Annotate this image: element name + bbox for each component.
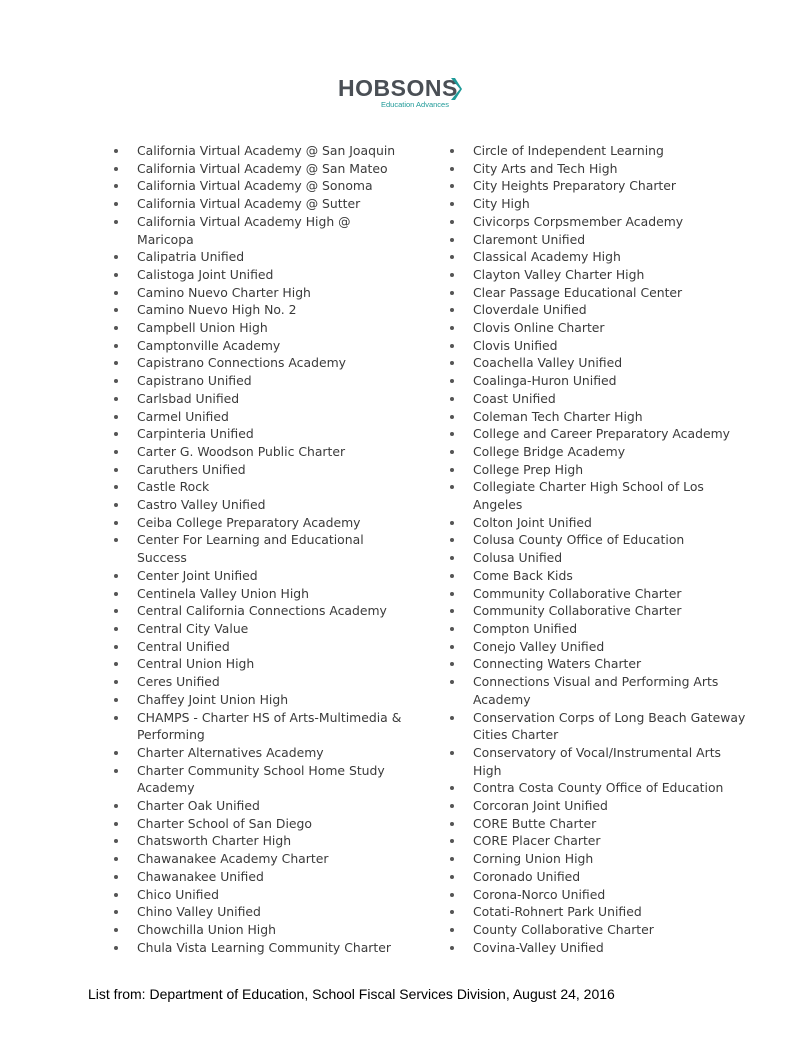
bullet-icon — [114, 308, 118, 312]
list-item — [112, 709, 402, 744]
list-item — [448, 231, 748, 249]
bullet-icon — [450, 308, 454, 312]
school-name: Circle of Independent Learning — [473, 143, 664, 158]
list-item — [448, 160, 748, 178]
bullet-icon — [114, 804, 118, 808]
school-name: Chula Vista Learning Community Charter — [137, 939, 391, 955]
bullet-icon — [114, 167, 118, 171]
bullet-icon — [114, 521, 118, 525]
bullet-icon — [450, 928, 454, 932]
list-item — [448, 709, 748, 744]
bullet-icon — [114, 149, 118, 153]
school-name: California Virtual Academy @ Sonoma — [137, 178, 373, 194]
bullet-icon — [114, 751, 118, 755]
school-name: Clayton Valley Charter High — [473, 266, 645, 282]
hobsons-logo — [338, 74, 468, 114]
list-item — [112, 815, 402, 833]
list-item — [112, 531, 402, 566]
school-name: Contra Costa County Office of Education — [473, 780, 724, 796]
bullet-icon — [450, 946, 454, 950]
school-name: Charter School of San Diego — [137, 815, 312, 831]
bullet-icon — [114, 716, 118, 720]
bullet-icon — [114, 184, 118, 188]
school-name: Chawanakee Academy Charter — [137, 851, 329, 867]
school-name: Carlsbad Unified — [137, 390, 240, 406]
bullet-icon — [450, 255, 454, 259]
bullet-icon — [450, 751, 454, 755]
list-item — [112, 868, 402, 886]
school-name: Carpinteria Unified — [137, 426, 254, 442]
bullet-icon — [114, 574, 118, 578]
school-name: California Virtual Academy @ San Joaquin — [137, 143, 396, 158]
bullet-icon — [114, 592, 118, 596]
bullet-icon — [114, 202, 118, 206]
school-name: Coleman Tech Charter High — [473, 408, 643, 424]
list-item — [112, 496, 402, 514]
school-name: Community Collaborative Charter — [473, 603, 682, 619]
school-name: Coast Unified — [473, 390, 556, 406]
list-item — [112, 354, 402, 372]
bullet-icon — [450, 662, 454, 666]
bullet-icon — [114, 645, 118, 649]
school-name: Come Back Kids — [473, 567, 573, 583]
school-name: Conservatory of Vocal/Instrumental Arts High — [473, 744, 722, 778]
school-name: Capistrano Connections Academy — [137, 355, 346, 371]
list-item — [112, 461, 402, 479]
list-item — [112, 514, 402, 532]
bullet-icon — [114, 220, 118, 224]
school-name: Chaffey Joint Union High — [137, 691, 289, 707]
list-item — [448, 514, 748, 532]
list-item — [448, 531, 748, 549]
list-item — [448, 850, 748, 868]
school-name: Colusa County Office of Education — [473, 532, 685, 548]
school-name: Castro Valley Unified — [137, 497, 266, 513]
school-name: Coachella Valley Unified — [473, 355, 623, 371]
list-item — [112, 921, 402, 939]
bullet-icon — [450, 538, 454, 542]
bullet-icon — [450, 450, 454, 454]
bullet-icon — [114, 875, 118, 879]
bullet-icon — [450, 238, 454, 242]
bullet-icon — [450, 521, 454, 525]
list-item — [112, 266, 402, 284]
list-item — [112, 762, 402, 797]
list-item — [448, 354, 748, 372]
bullet-icon — [450, 485, 454, 489]
list-item — [112, 319, 402, 337]
list-item — [112, 602, 402, 620]
bullet-icon — [114, 662, 118, 666]
school-name: College Prep High — [473, 461, 584, 477]
school-name: Chatsworth Charter High — [137, 833, 292, 849]
school-name: Camptonville Academy — [137, 337, 281, 353]
list-item — [112, 850, 402, 868]
school-name: Center Joint Unified — [137, 567, 258, 583]
bullet-icon — [450, 361, 454, 365]
bullet-icon — [114, 946, 118, 950]
bullet-icon — [450, 910, 454, 914]
list-item — [448, 408, 748, 426]
list-item — [112, 248, 402, 266]
school-name: Center For Learning and Educational Success — [137, 532, 364, 566]
logo-wordmark: HOBSONS — [338, 75, 458, 101]
bullet-icon — [114, 450, 118, 454]
bullet-icon — [450, 202, 454, 206]
school-name: Chowchilla Union High — [137, 921, 276, 937]
list-item — [112, 390, 402, 408]
school-name: Cloverdale Unified — [473, 302, 587, 318]
bullet-icon — [450, 804, 454, 808]
bullet-icon — [114, 910, 118, 914]
school-name: CHAMPS - Charter HS of Arts-Multimedia & Performing — [137, 709, 402, 743]
bullet-icon — [450, 786, 454, 790]
bullet-icon — [114, 361, 118, 365]
school-name: Cotati-Rohnert Park Unified — [473, 904, 642, 920]
bullet-icon — [114, 503, 118, 507]
list-item — [112, 655, 402, 673]
list-item — [112, 425, 402, 443]
bullet-icon — [114, 468, 118, 472]
list-item — [112, 585, 402, 603]
bullet-icon — [450, 220, 454, 224]
school-name: College Bridge Academy — [473, 443, 626, 459]
list-item — [448, 195, 748, 213]
list-item — [112, 301, 402, 319]
school-name: Ceres Unified — [137, 674, 220, 690]
school-name: Collegiate Charter High School of Los Angeles — [473, 479, 704, 513]
bullet-icon — [450, 893, 454, 897]
school-name: Charter Community School Home Study Academy — [137, 762, 385, 796]
school-name: Connecting Waters Charter — [473, 656, 642, 672]
list-item — [448, 868, 748, 886]
list-item — [112, 886, 402, 904]
list-item — [448, 461, 748, 479]
school-name: Classical Academy High — [473, 249, 621, 265]
bullet-icon — [114, 291, 118, 295]
school-name: Chino Valley Unified — [137, 904, 261, 920]
school-name: Capistrano Unified — [137, 373, 252, 389]
school-name: Charter Oak Unified — [137, 798, 260, 814]
bullet-icon — [450, 716, 454, 720]
school-name: Conservation Corps of Long Beach Gateway Cities Charter — [473, 709, 746, 743]
list-item — [448, 585, 748, 603]
bullet-icon — [450, 839, 454, 843]
bullet-icon — [114, 627, 118, 631]
list-item — [448, 372, 748, 390]
school-name: Central California Connections Academy — [137, 603, 387, 619]
logo-tagline: Education Advances — [381, 100, 449, 109]
list-item — [448, 673, 748, 708]
school-name: Covina-Valley Unified — [473, 939, 604, 955]
list-item — [448, 284, 748, 302]
list-item — [448, 301, 748, 319]
list-item — [112, 408, 402, 426]
bullet-icon — [114, 273, 118, 277]
school-name: County Collaborative Charter — [473, 921, 654, 937]
list-item — [112, 797, 402, 815]
list-item — [448, 832, 748, 850]
list-item — [448, 337, 748, 355]
school-name: Corona-Norco Unified — [473, 886, 606, 902]
bullet-icon — [114, 415, 118, 419]
list-item — [112, 832, 402, 850]
bullet-icon — [450, 273, 454, 277]
school-name: Castle Rock — [137, 479, 210, 495]
school-list-left-column — [112, 142, 402, 956]
school-name: California Virtual Academy @ San Mateo — [137, 160, 388, 176]
bullet-icon — [114, 397, 118, 401]
school-name: Central City Value — [137, 620, 249, 636]
school-name: Clovis Unified — [473, 337, 558, 353]
list-item — [448, 177, 748, 195]
list-item — [112, 372, 402, 390]
list-item — [448, 248, 748, 266]
school-name: Colton Joint Unified — [473, 514, 592, 530]
list-item — [448, 602, 748, 620]
school-name: CORE Butte Charter — [473, 815, 597, 831]
list-item — [448, 425, 748, 443]
bullet-icon — [450, 468, 454, 472]
list-item — [112, 160, 402, 178]
list-item — [448, 549, 748, 567]
chevron-right-icon — [450, 77, 462, 101]
list-item — [448, 319, 748, 337]
school-name: Ceiba College Preparatory Academy — [137, 514, 361, 530]
school-name: Colusa Unified — [473, 550, 563, 566]
list-item — [448, 779, 748, 797]
school-name: Clear Passage Educational Center — [473, 284, 683, 300]
bullet-icon — [450, 822, 454, 826]
list-item — [112, 744, 402, 762]
bullet-icon — [450, 857, 454, 861]
list-item — [112, 213, 402, 248]
bullet-icon — [114, 769, 118, 773]
list-item — [448, 939, 748, 957]
school-name: Clovis Online Charter — [473, 320, 605, 336]
list-item — [112, 673, 402, 691]
bullet-icon — [450, 432, 454, 436]
bullet-icon — [450, 574, 454, 578]
school-name: Charter Alternatives Academy — [137, 744, 324, 760]
list-item — [448, 921, 748, 939]
bullet-icon — [450, 645, 454, 649]
list-item — [112, 284, 402, 302]
list-item — [448, 744, 748, 779]
bullet-icon — [450, 379, 454, 383]
school-name: Compton Unified — [473, 620, 578, 636]
bullet-icon — [114, 698, 118, 702]
bullet-icon — [450, 184, 454, 188]
bullet-icon — [450, 556, 454, 560]
bullet-icon — [114, 326, 118, 330]
bullet-icon — [450, 680, 454, 684]
list-item — [112, 337, 402, 355]
list-item — [448, 567, 748, 585]
school-name: California Virtual Academy High @ Maricopa — [137, 213, 351, 247]
bullet-icon — [114, 432, 118, 436]
school-name: City High — [473, 196, 530, 212]
school-name: CORE Placer Charter — [473, 833, 601, 849]
bullet-icon — [114, 609, 118, 613]
school-name: Calistoga Joint Unified — [137, 266, 274, 282]
school-name: Carter G. Woodson Public Charter — [137, 443, 346, 459]
school-name: Conejo Valley Unified — [473, 638, 605, 654]
list-item — [448, 266, 748, 284]
school-name: Connections Visual and Performing Arts Academy — [473, 674, 719, 707]
bullet-icon — [114, 255, 118, 259]
list-item — [448, 390, 748, 408]
school-name: City Arts and Tech High — [473, 160, 618, 176]
list-item — [448, 142, 748, 160]
bullet-icon — [114, 379, 118, 383]
school-name: Calipatria Unified — [137, 249, 245, 265]
bullet-icon — [114, 822, 118, 826]
school-name: College and Career Preparatory Academy — [473, 426, 730, 442]
school-name: California Virtual Academy @ Sutter — [137, 196, 361, 212]
school-name: Chico Unified — [137, 886, 219, 902]
list-item — [448, 638, 748, 656]
bullet-icon — [450, 344, 454, 348]
list-item — [112, 142, 402, 160]
bullet-icon — [114, 344, 118, 348]
list-item — [448, 213, 748, 231]
list-item — [448, 655, 748, 673]
bullet-icon — [114, 680, 118, 684]
list-item — [112, 567, 402, 585]
bullet-icon — [114, 538, 118, 542]
school-list-right-column — [448, 142, 748, 956]
list-item — [112, 939, 402, 957]
list-item — [112, 638, 402, 656]
bullet-icon — [450, 167, 454, 171]
school-name: Corning Union High — [473, 851, 594, 867]
bullet-icon — [114, 857, 118, 861]
bullet-icon — [450, 592, 454, 596]
list-item — [112, 177, 402, 195]
bullet-icon — [114, 928, 118, 932]
list-item — [112, 903, 402, 921]
school-name: Camino Nuevo Charter High — [137, 284, 311, 300]
bullet-icon — [450, 627, 454, 631]
bullet-icon — [450, 291, 454, 295]
list-item — [112, 620, 402, 638]
school-name: Campbell Union High — [137, 320, 268, 336]
school-name: Corcoran Joint Unified — [473, 798, 608, 814]
school-name: Coronado Unified — [473, 868, 581, 884]
school-name: Coalinga-Huron Unified — [473, 373, 617, 389]
school-name: Central Union High — [137, 656, 255, 672]
list-item — [112, 443, 402, 461]
bullet-icon — [114, 893, 118, 897]
school-name: Caruthers Unified — [137, 461, 246, 477]
school-name: Claremont Unified — [473, 231, 586, 247]
bullet-icon — [450, 415, 454, 419]
school-name: Civicorps Corpsmember Academy — [473, 213, 684, 229]
source-note: List from: Department of Education, School Fiscal Services Division, August 24, 2016 — [88, 986, 615, 1002]
school-name: Centinela Valley Union High — [137, 585, 309, 601]
school-name: Chawanakee Unified — [137, 868, 264, 884]
school-name: Carmel Unified — [137, 408, 229, 424]
school-name: Community Collaborative Charter — [473, 585, 682, 601]
list-item — [448, 797, 748, 815]
school-name: Camino Nuevo High No. 2 — [137, 302, 297, 318]
list-item — [448, 886, 748, 904]
list-item — [448, 620, 748, 638]
list-item — [448, 903, 748, 921]
school-name: City Heights Preparatory Charter — [473, 178, 676, 194]
school-name: Central Unified — [137, 638, 230, 654]
bullet-icon — [114, 485, 118, 489]
bullet-icon — [450, 609, 454, 613]
list-item — [112, 691, 402, 709]
bullet-icon — [114, 839, 118, 843]
bullet-icon — [450, 149, 454, 153]
list-item — [448, 815, 748, 833]
list-item — [112, 478, 402, 496]
bullet-icon — [450, 875, 454, 879]
list-item — [448, 478, 748, 513]
list-item — [448, 443, 748, 461]
bullet-icon — [450, 397, 454, 401]
list-item — [112, 195, 402, 213]
bullet-icon — [450, 326, 454, 330]
